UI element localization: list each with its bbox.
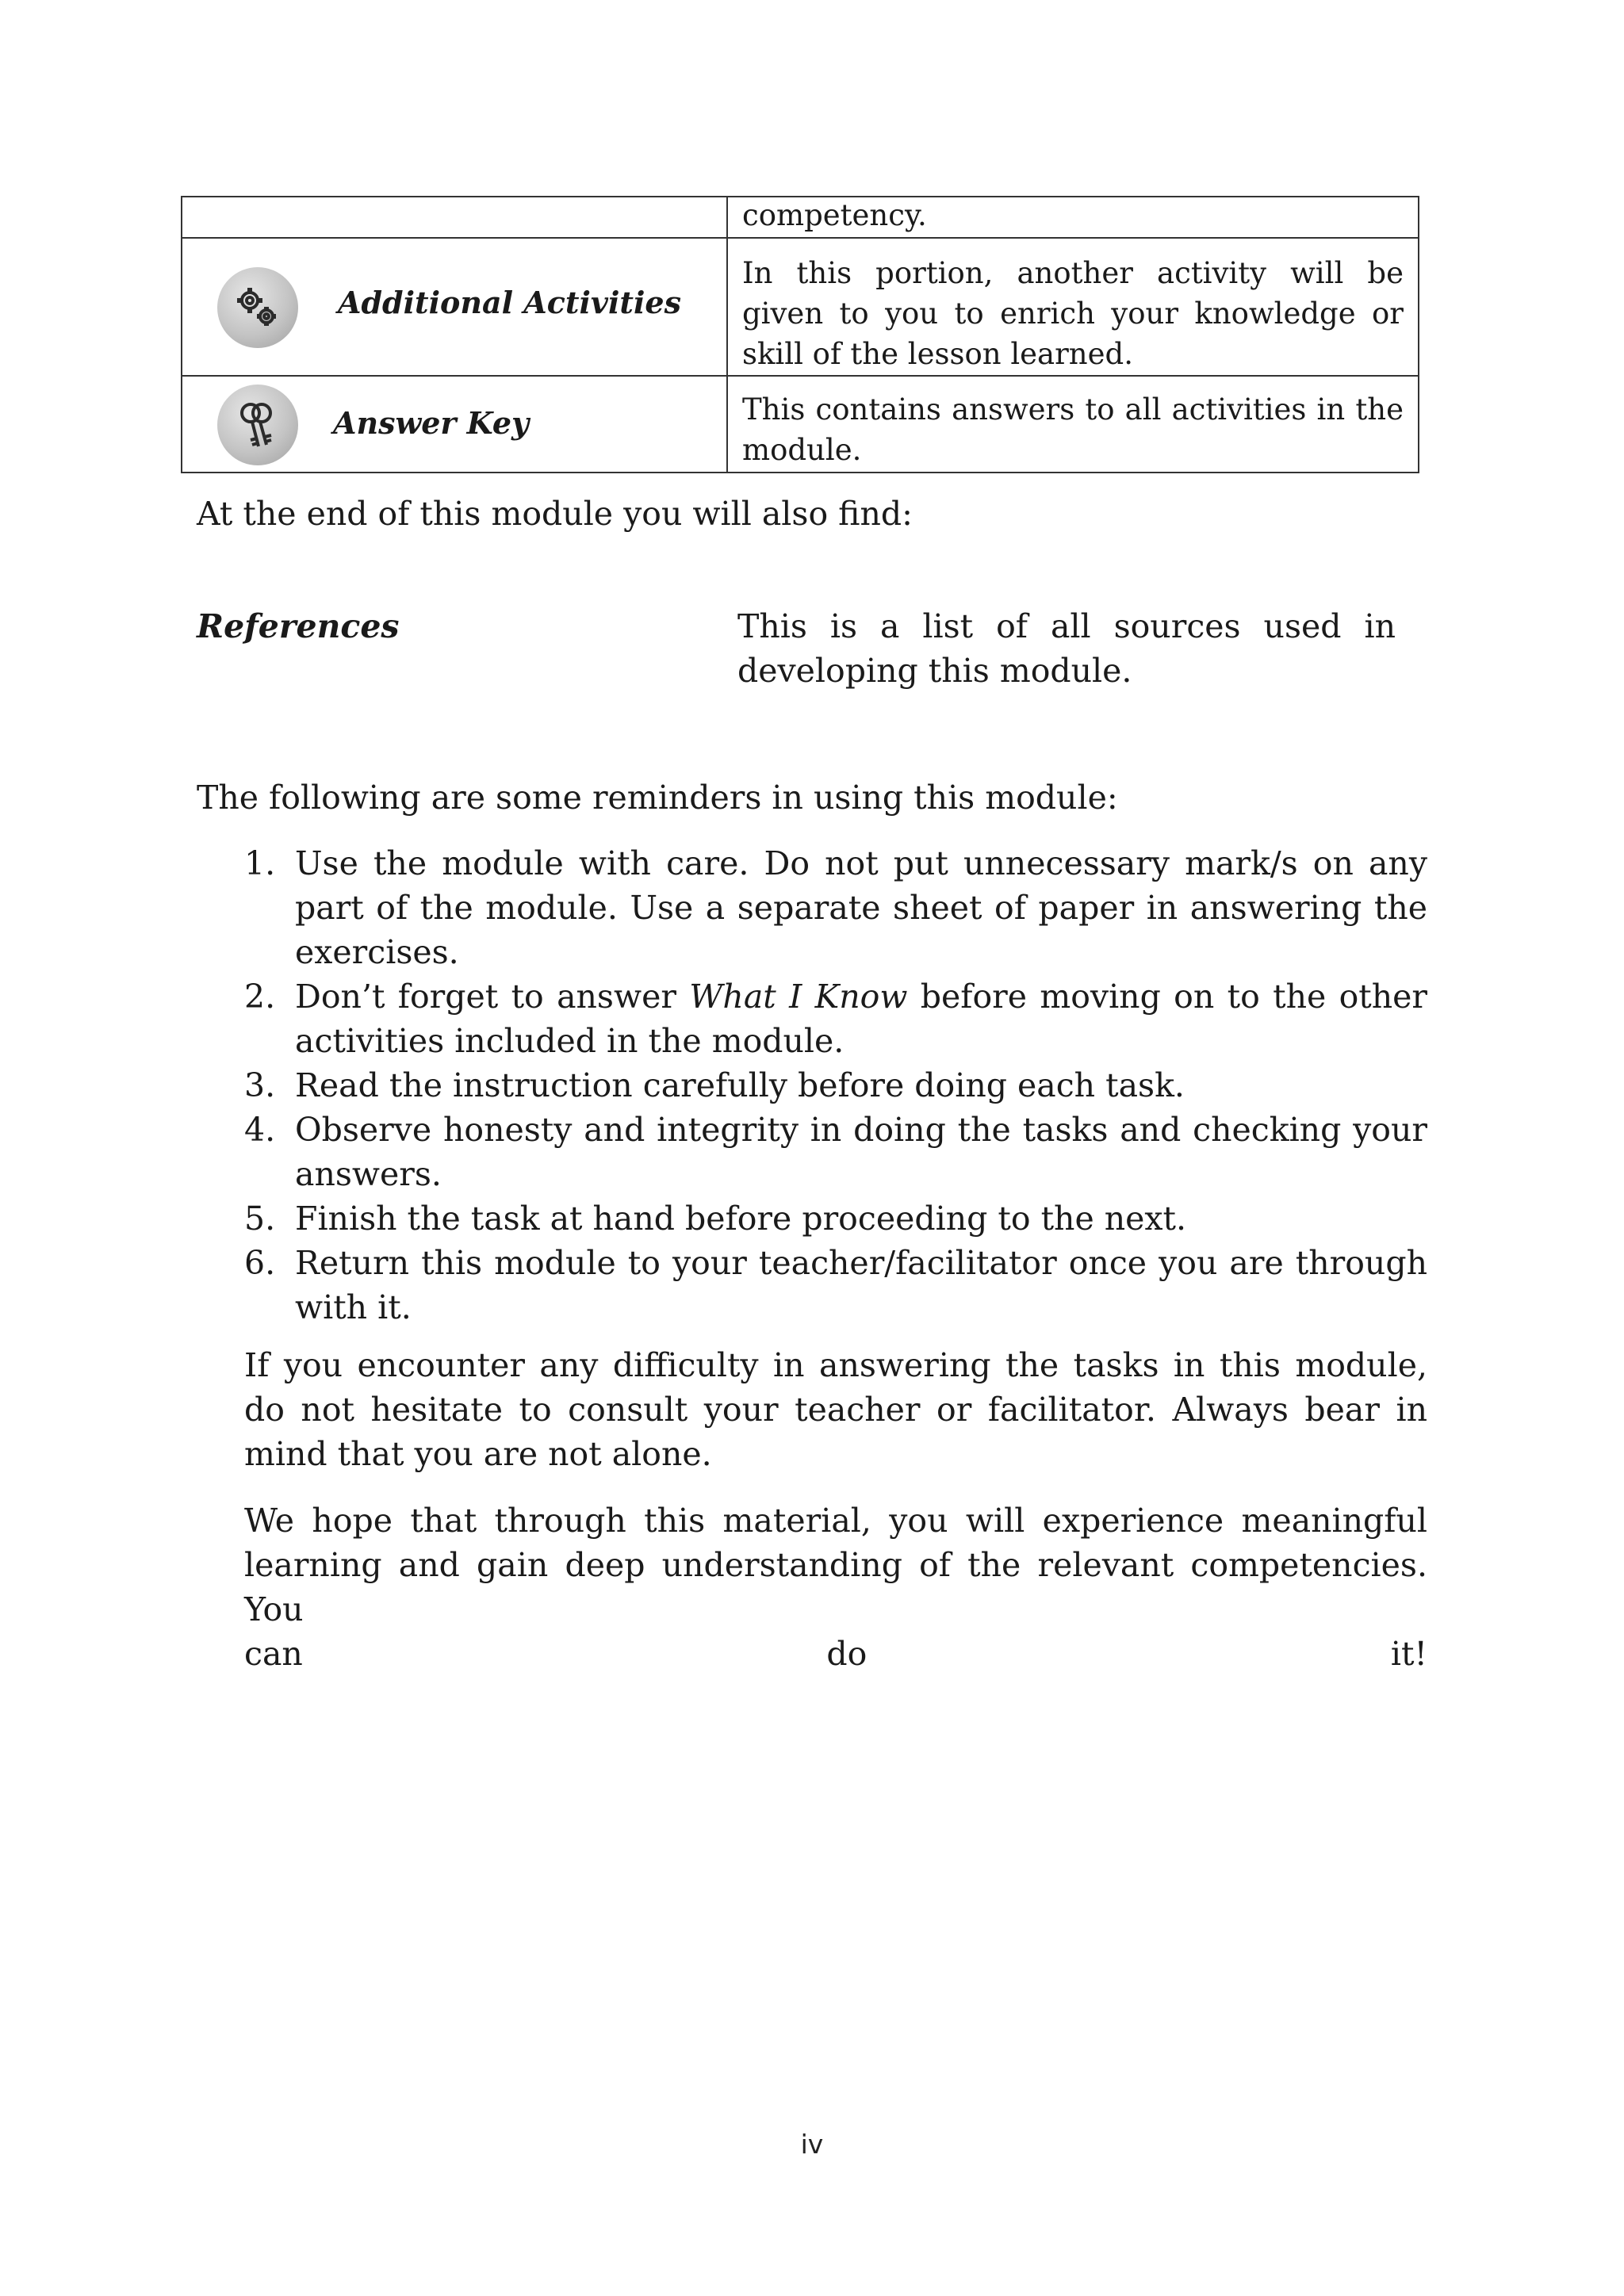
list-item-number: 1. bbox=[244, 844, 276, 882]
list-item-text: Return this module to your teacher/facilitator once you are through with it. bbox=[295, 1244, 1427, 1326]
closing-last-line bbox=[244, 1632, 1427, 1676]
table-row-description: In this portion, another activity will be given to you to enrich your knowledge or skill of the lesson learned. bbox=[742, 256, 1404, 371]
list-item-number: 3. bbox=[244, 1066, 276, 1104]
closing-paragraph bbox=[244, 1498, 1427, 1676]
list-item bbox=[244, 1063, 1427, 1108]
list-item-number: 4. bbox=[244, 1111, 276, 1149]
table-label-cell bbox=[182, 376, 727, 473]
list-item-number: 5. bbox=[244, 1200, 276, 1238]
what-i-know-emphasis: What I Know bbox=[689, 978, 908, 1016]
difficulty-paragraph: If you encounter any difficulty in answering the tasks in this module, do not hesitate to consult your teacher or facilitator. Always bear in mind that you are not alone. bbox=[244, 1346, 1427, 1473]
table-row bbox=[182, 238, 1419, 376]
additional-activities-label: Additional Activities bbox=[338, 285, 681, 320]
table-row bbox=[182, 376, 1419, 473]
closing-word: do bbox=[826, 1635, 868, 1673]
list-item-number: 2. bbox=[244, 978, 276, 1016]
table-label-cell bbox=[182, 197, 727, 238]
table-row bbox=[182, 197, 1419, 238]
table-row-description: competency. bbox=[742, 198, 927, 232]
closing-word: it! bbox=[1390, 1635, 1427, 1673]
keys-icon bbox=[217, 385, 298, 465]
closing-word: can bbox=[244, 1635, 303, 1673]
closing-paragraph-text: We hope that through this material, you will experience meaningful learning and gain deep understanding of the relevant competencies. You bbox=[244, 1502, 1427, 1628]
list-item bbox=[244, 841, 1427, 974]
table-description-cell bbox=[727, 376, 1419, 473]
table-description-cell bbox=[727, 238, 1419, 376]
table-label-cell bbox=[182, 238, 727, 376]
list-item bbox=[244, 1196, 1427, 1241]
list-item-text-before: Don’t forget to answer bbox=[295, 978, 690, 1016]
list-item-text: Finish the task at hand before proceeding to the next. bbox=[295, 1200, 1187, 1238]
list-item-text: Use the module with care. Do not put unnecessary mark/s on any part of the module. Use a separate sheet of paper in answering the exercises. bbox=[295, 844, 1427, 971]
answer-key-label: Answer Key bbox=[333, 405, 530, 441]
reminders-intro: The following are some reminders in using this module: bbox=[197, 779, 1118, 817]
list-item-text: Observe honesty and integrity in doing the tasks and checking your answers. bbox=[295, 1111, 1427, 1193]
references-label: References bbox=[197, 607, 400, 645]
references-description: This is a list of all sources used in developing this module. bbox=[737, 607, 1396, 690]
table-description-cell bbox=[727, 197, 1419, 238]
table-row-description: This contains answers to all activities in the module. bbox=[742, 392, 1404, 467]
page-number: iv bbox=[800, 2129, 824, 2160]
list-item bbox=[244, 1241, 1427, 1330]
end-of-module-intro: At the end of this module you will also find: bbox=[197, 495, 913, 533]
list-item-text-after: before moving on to the other activities included in the module. bbox=[295, 978, 1427, 1060]
reminders-list bbox=[244, 841, 1427, 1330]
list-item-text: Read the instruction carefully before doing each task. bbox=[295, 1066, 1185, 1104]
gears-icon bbox=[217, 267, 298, 348]
list-item-number: 6. bbox=[244, 1244, 276, 1282]
list-item bbox=[244, 1108, 1427, 1196]
list-item bbox=[244, 974, 1427, 1063]
module-parts-table bbox=[181, 196, 1419, 473]
